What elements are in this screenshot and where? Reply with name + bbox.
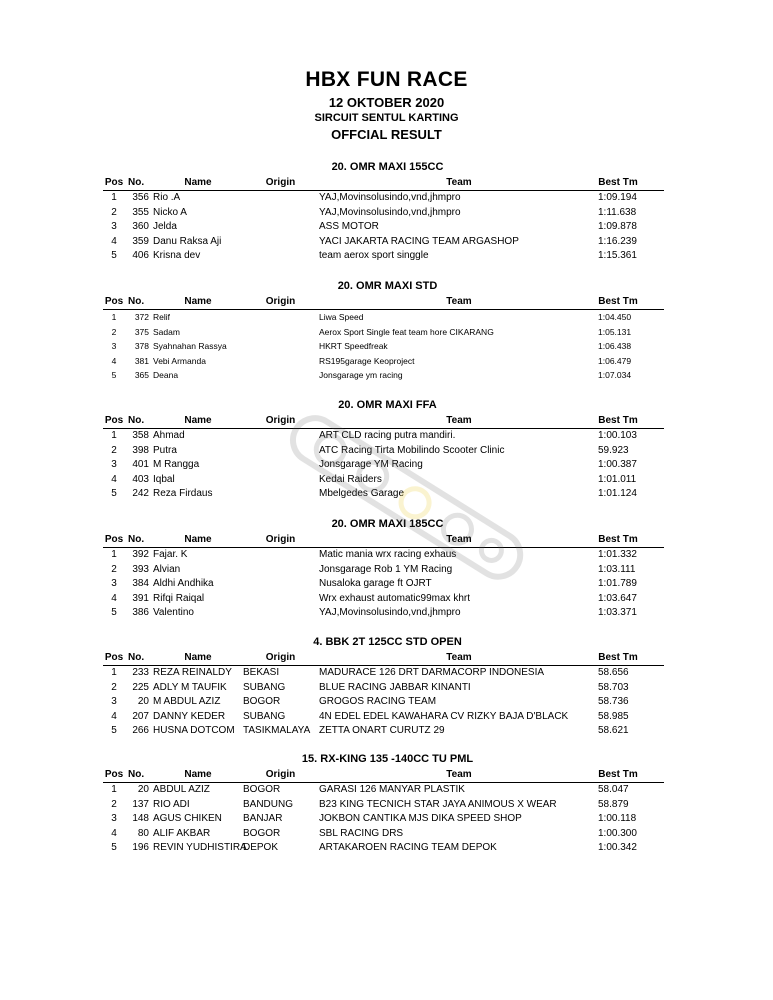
table-row	[103, 592, 664, 607]
cell-team: ASS MOTOR	[319, 221, 379, 232]
cell-name: Nicko A	[153, 206, 187, 218]
column-header-name: Name	[184, 652, 212, 663]
column-header-pos: Pos	[104, 177, 124, 188]
column-header-no: No.	[128, 177, 145, 188]
table-row	[103, 249, 664, 264]
cell-name: Aldhi Andhika	[153, 578, 214, 589]
race-section	[103, 279, 664, 383]
cell-no: 359	[132, 235, 149, 247]
cell-team: ATC Racing Tirta Mobilindo Scooter Clinic	[319, 444, 505, 456]
column-header-origin: Origin	[265, 415, 296, 426]
cell-team: Matic mania wrx racing exhaus	[319, 549, 457, 560]
cell-pos: 5	[111, 725, 117, 736]
table-row	[103, 798, 664, 813]
column-header-origin: Origin	[265, 769, 296, 780]
column-header-name: Name	[184, 415, 212, 426]
table-row	[103, 666, 664, 681]
cell-no: 356	[132, 192, 149, 203]
cell-team: GROGOS RACING TEAM	[319, 696, 437, 707]
cell-no: 242	[132, 488, 149, 499]
cell-origin: TASIKMALAYA	[243, 725, 311, 736]
column-header-pos: Pos	[104, 296, 124, 307]
cell-team: YACI JAKARTA RACING TEAM ARGASHOP	[319, 235, 519, 247]
column-header-name: Name	[184, 534, 212, 545]
column-header-team: Team	[446, 652, 472, 663]
table-row	[103, 325, 664, 340]
cell-pos: 4	[111, 355, 117, 366]
cell-name: Jelda	[153, 221, 177, 232]
cell-no: 20	[137, 784, 149, 795]
column-header-pos: Pos	[104, 415, 124, 426]
cell-origin: BEKASI	[243, 667, 280, 678]
cell-best: 58.621	[598, 725, 629, 736]
cell-no: 381	[134, 355, 149, 366]
cell-team: team aerox sport singgle	[319, 250, 429, 261]
race-section	[103, 517, 664, 621]
cell-name: Sadam	[153, 326, 180, 337]
cell-no: 403	[132, 473, 149, 485]
cell-best: 1:00.300	[598, 827, 637, 839]
cell-origin: SUBANG	[243, 710, 286, 722]
column-header-origin: Origin	[265, 177, 296, 188]
cell-best: 1:01.011	[598, 473, 637, 485]
cell-team: GARASI 126 MANYAR PLASTIK	[319, 784, 465, 795]
cell-name: Valentino	[153, 607, 194, 618]
cell-team: YAJ,Movinsolusindo,vnd,jhmpro	[319, 206, 461, 218]
cell-no: 393	[132, 563, 149, 575]
column-header-pos: Pos	[104, 534, 124, 545]
column-header-best: Best Tm	[598, 534, 638, 545]
cell-origin: BANJAR	[243, 813, 283, 824]
cell-origin: BOGOR	[243, 784, 281, 795]
column-header-team: Team	[446, 177, 472, 188]
column-header-best: Best Tm	[598, 652, 638, 663]
cell-pos: 5	[111, 607, 117, 618]
cell-name: REZA REINALDY	[153, 667, 232, 678]
column-header-origin: Origin	[265, 652, 296, 663]
table-row	[103, 710, 664, 725]
cell-name: ABDUL AZIZ	[153, 784, 210, 795]
cell-best: 1:16.239	[598, 235, 637, 247]
cell-pos: 1	[111, 430, 117, 441]
cell-best: 1:04.450	[598, 312, 632, 322]
column-header-best: Best Tm	[598, 177, 638, 188]
cell-pos: 5	[111, 370, 117, 380]
table-row	[103, 339, 664, 354]
column-header-row	[103, 177, 664, 191]
cell-pos: 3	[111, 696, 117, 707]
cell-origin: BOGOR	[243, 827, 281, 839]
cell-pos: 4	[111, 710, 117, 722]
cell-name: AGUS CHIKEN	[153, 813, 222, 824]
cell-best: 1:06.479	[598, 355, 632, 366]
table-row	[103, 827, 664, 842]
cell-name: Iqbal	[153, 473, 175, 485]
table-row	[103, 724, 664, 739]
column-header-no: No.	[128, 652, 145, 663]
column-header-row	[103, 769, 664, 783]
cell-no: 392	[132, 549, 149, 560]
cell-name: Alvian	[153, 563, 181, 575]
cell-origin: BOGOR	[243, 696, 281, 707]
column-header-name: Name	[184, 296, 212, 307]
cell-best: 1:09.194	[598, 192, 637, 203]
section-title: 15. RX-KING 135 -140CC TU PML	[301, 753, 474, 765]
table-row	[103, 681, 664, 696]
column-header-best: Best Tm	[598, 296, 638, 307]
cell-best: 1:06.438	[598, 341, 632, 351]
cell-pos: 2	[111, 563, 117, 575]
cell-team: Kedai Raiders	[319, 473, 382, 485]
race-section	[103, 752, 664, 856]
cell-best: 58.656	[598, 667, 629, 678]
cell-best: 58.047	[598, 784, 629, 795]
table-row	[103, 191, 664, 206]
cell-no: 375	[134, 326, 149, 337]
cell-name: Danu Raksa Aji	[153, 235, 222, 247]
table-row	[103, 458, 664, 473]
cell-pos: 1	[111, 312, 117, 322]
cell-team: BLUE RACING JABBAR KINANTI	[319, 681, 471, 693]
column-header-row	[103, 534, 664, 548]
section-title: 20. OMR MAXI 185CC	[331, 518, 444, 530]
race-section	[103, 398, 664, 502]
cell-team: RS195garage Keoproject	[319, 355, 415, 366]
cell-no: 386	[132, 607, 149, 618]
cell-no: 391	[132, 592, 149, 604]
cell-name: RIO ADI	[153, 798, 190, 810]
cell-name: Vebi Armanda	[153, 355, 206, 366]
column-header-origin: Origin	[265, 296, 296, 307]
section-title: 4. BBK 2T 125CC STD OPEN	[313, 636, 462, 648]
race-section	[103, 635, 664, 739]
cell-name: Reza Firdaus	[153, 488, 213, 499]
event-date: 12 OKTOBER 2020	[328, 95, 445, 110]
cell-best: 1:00.103	[598, 430, 637, 441]
cell-pos: 3	[111, 813, 117, 824]
cell-pos: 2	[111, 681, 117, 693]
table-row	[103, 841, 664, 856]
column-header-no: No.	[128, 769, 145, 780]
cell-best: 1:05.131	[598, 326, 632, 337]
cell-no: 196	[132, 842, 149, 853]
table-row	[103, 548, 664, 563]
cell-best: 58.985	[598, 710, 629, 722]
cell-no: 401	[132, 459, 149, 470]
cell-team: Jonsgarage ym racing	[319, 370, 403, 380]
column-header-row	[103, 415, 664, 429]
cell-pos: 4	[111, 592, 117, 604]
cell-no: 225	[132, 681, 149, 693]
cell-pos: 2	[111, 206, 117, 218]
cell-name: REVIN YUDHISTIRA	[153, 842, 247, 853]
cell-team: Aerox Sport Single feat team hore CIKARANG	[319, 326, 494, 337]
cell-pos: 2	[111, 326, 117, 337]
cell-name: Syahnahan Rassya	[153, 341, 227, 351]
column-header-row	[103, 296, 664, 310]
column-header-team: Team	[446, 769, 472, 780]
table-row	[103, 444, 664, 459]
cell-name: Rio .A	[153, 192, 181, 203]
cell-no: 137	[132, 798, 149, 810]
cell-no: 358	[132, 430, 149, 441]
cell-team: Wrx exhaust automatic99max khrt	[319, 592, 470, 604]
cell-best: 1:00.118	[598, 813, 637, 824]
event-venue: SIRCUIT SENTUL KARTING	[314, 112, 459, 124]
cell-origin: DEPOK	[243, 842, 279, 853]
cell-no: 207	[132, 710, 149, 722]
cell-best: 1:01.789	[598, 578, 637, 589]
cell-name: ALIF AKBAR	[153, 827, 211, 839]
table-row	[103, 473, 664, 488]
table-row	[103, 606, 664, 621]
cell-pos: 1	[111, 549, 117, 560]
cell-team: 4N EDEL EDEL KAWAHARA CV RIZKY BAJA D'BLACK	[319, 710, 569, 722]
cell-name: Deana	[153, 370, 179, 380]
cell-best: 58.736	[598, 696, 629, 707]
cell-team: Liwa Speed	[319, 312, 364, 322]
cell-pos: 3	[111, 341, 117, 351]
cell-pos: 4	[111, 235, 117, 247]
column-header-best: Best Tm	[598, 769, 638, 780]
cell-pos: 1	[111, 192, 117, 203]
cell-name: Rifqi Raiqal	[153, 592, 205, 604]
cell-name: Putra	[153, 444, 177, 456]
race-section	[103, 160, 664, 264]
cell-pos: 3	[111, 578, 117, 589]
cell-name: Relif	[153, 312, 171, 322]
cell-best: 1:01.124	[598, 488, 637, 499]
cell-team: Nusaloka garage ft OJRT	[319, 578, 432, 589]
cell-no: 233	[132, 667, 149, 678]
table-row	[103, 310, 664, 325]
table-row	[103, 563, 664, 578]
column-header-origin: Origin	[265, 534, 296, 545]
cell-pos: 2	[111, 798, 117, 810]
cell-team: ART CLD racing putra mandiri.	[319, 430, 456, 441]
table-row	[103, 368, 664, 383]
cell-name: HUSNA DOTCOM	[153, 725, 235, 736]
section-title: 20. OMR MAXI FFA	[338, 399, 437, 411]
column-header-name: Name	[184, 769, 212, 780]
table-row	[103, 783, 664, 798]
table-row	[103, 206, 664, 221]
cell-best: 1:03.371	[598, 607, 637, 618]
cell-team: MADURACE 126 DRT DARMACORP INDONESIA	[319, 667, 545, 678]
cell-best: 1:03.647	[598, 592, 637, 604]
column-header-no: No.	[128, 534, 145, 545]
cell-team: B23 KING TECNICH STAR JAYA ANIMOUS X WEAR	[319, 798, 557, 810]
cell-best: 1:03.111	[598, 563, 636, 575]
column-header-name: Name	[184, 177, 212, 188]
cell-best: 58.703	[598, 681, 629, 693]
cell-pos: 1	[111, 667, 117, 678]
cell-no: 360	[132, 221, 149, 232]
cell-no: 80	[137, 827, 149, 839]
cell-team: Jonsgarage Rob 1 YM Racing	[319, 563, 453, 575]
cell-name: M Rangga	[153, 459, 200, 470]
cell-no: 355	[132, 206, 149, 218]
column-header-best: Best Tm	[598, 415, 638, 426]
cell-pos: 1	[111, 784, 117, 795]
column-header-pos: Pos	[104, 769, 124, 780]
cell-name: Krisna dev	[153, 250, 201, 261]
cell-pos: 4	[111, 473, 117, 485]
cell-pos: 4	[111, 827, 117, 839]
cell-best: 1:09.878	[598, 221, 637, 232]
cell-pos: 5	[111, 250, 117, 261]
cell-name: Fajar. K	[153, 549, 188, 560]
column-header-pos: Pos	[104, 652, 124, 663]
table-row	[103, 487, 664, 502]
cell-pos: 5	[111, 488, 117, 499]
cell-no: 378	[134, 341, 149, 351]
cell-best: 1:00.342	[598, 842, 637, 853]
table-row	[103, 429, 664, 444]
cell-team: JOKBON CANTIKA MJS DIKA SPEED SHOP	[319, 813, 522, 824]
cell-team: ZETTA ONART CURUTZ 29	[319, 725, 445, 736]
table-row	[103, 577, 664, 592]
cell-name: ADLY M TAUFIK	[153, 681, 227, 693]
cell-name: M ABDUL AZIZ	[153, 696, 221, 707]
table-row	[103, 220, 664, 235]
column-header-team: Team	[446, 415, 472, 426]
column-header-no: No.	[128, 296, 145, 307]
section-title: 20. OMR MAXI 155CC	[331, 161, 444, 173]
cell-team: ARTAKAROEN RACING TEAM DEPOK	[319, 842, 497, 853]
table-row	[103, 235, 664, 250]
page-title: HBX FUN RACE	[305, 68, 468, 91]
cell-team: YAJ,Movinsolusindo,vnd,jhmpro	[319, 192, 461, 203]
cell-best: 1:11.638	[598, 206, 637, 218]
column-header-team: Team	[446, 534, 472, 545]
cell-pos: 3	[111, 459, 117, 470]
cell-best: 1:07.034	[598, 370, 632, 380]
cell-team: YAJ,Movinsolusindo,vnd,jhmpro	[319, 607, 461, 618]
column-header-no: No.	[128, 415, 145, 426]
cell-best: 1:00.387	[598, 459, 637, 470]
cell-team: Mbelgedes Garage	[319, 488, 405, 499]
column-header-team: Team	[446, 296, 472, 307]
table-row	[103, 812, 664, 827]
cell-best: 59.923	[598, 444, 629, 456]
cell-pos: 3	[111, 221, 117, 232]
section-title: 20. OMR MAXI STD	[337, 280, 438, 292]
table-row	[103, 695, 664, 710]
cell-best: 1:01.332	[598, 549, 637, 560]
cell-best: 1:15.361	[598, 250, 637, 261]
cell-best: 58.879	[598, 798, 629, 810]
cell-origin: BANDUNG	[243, 798, 294, 810]
cell-no: 406	[132, 250, 149, 261]
cell-no: 20	[137, 696, 149, 707]
cell-team: Jonsgarage YM Racing	[319, 459, 423, 470]
cell-no: 148	[132, 813, 149, 824]
column-header-row	[103, 652, 664, 666]
cell-no: 365	[134, 370, 149, 380]
cell-no: 398	[132, 444, 149, 456]
cell-pos: 2	[111, 444, 117, 456]
cell-no: 372	[134, 312, 149, 322]
cell-name: Ahmad	[153, 430, 185, 441]
cell-team: SBL RACING DRS	[319, 827, 404, 839]
cell-team: HKRT Speedfreak	[319, 341, 388, 351]
cell-no: 266	[132, 725, 149, 736]
cell-no: 384	[132, 578, 149, 589]
cell-pos: 5	[111, 842, 117, 853]
table-row	[103, 354, 664, 369]
result-heading: OFFCIAL RESULT	[331, 127, 442, 142]
cell-origin: SUBANG	[243, 681, 286, 693]
cell-name: DANNY KEDER	[153, 710, 226, 722]
